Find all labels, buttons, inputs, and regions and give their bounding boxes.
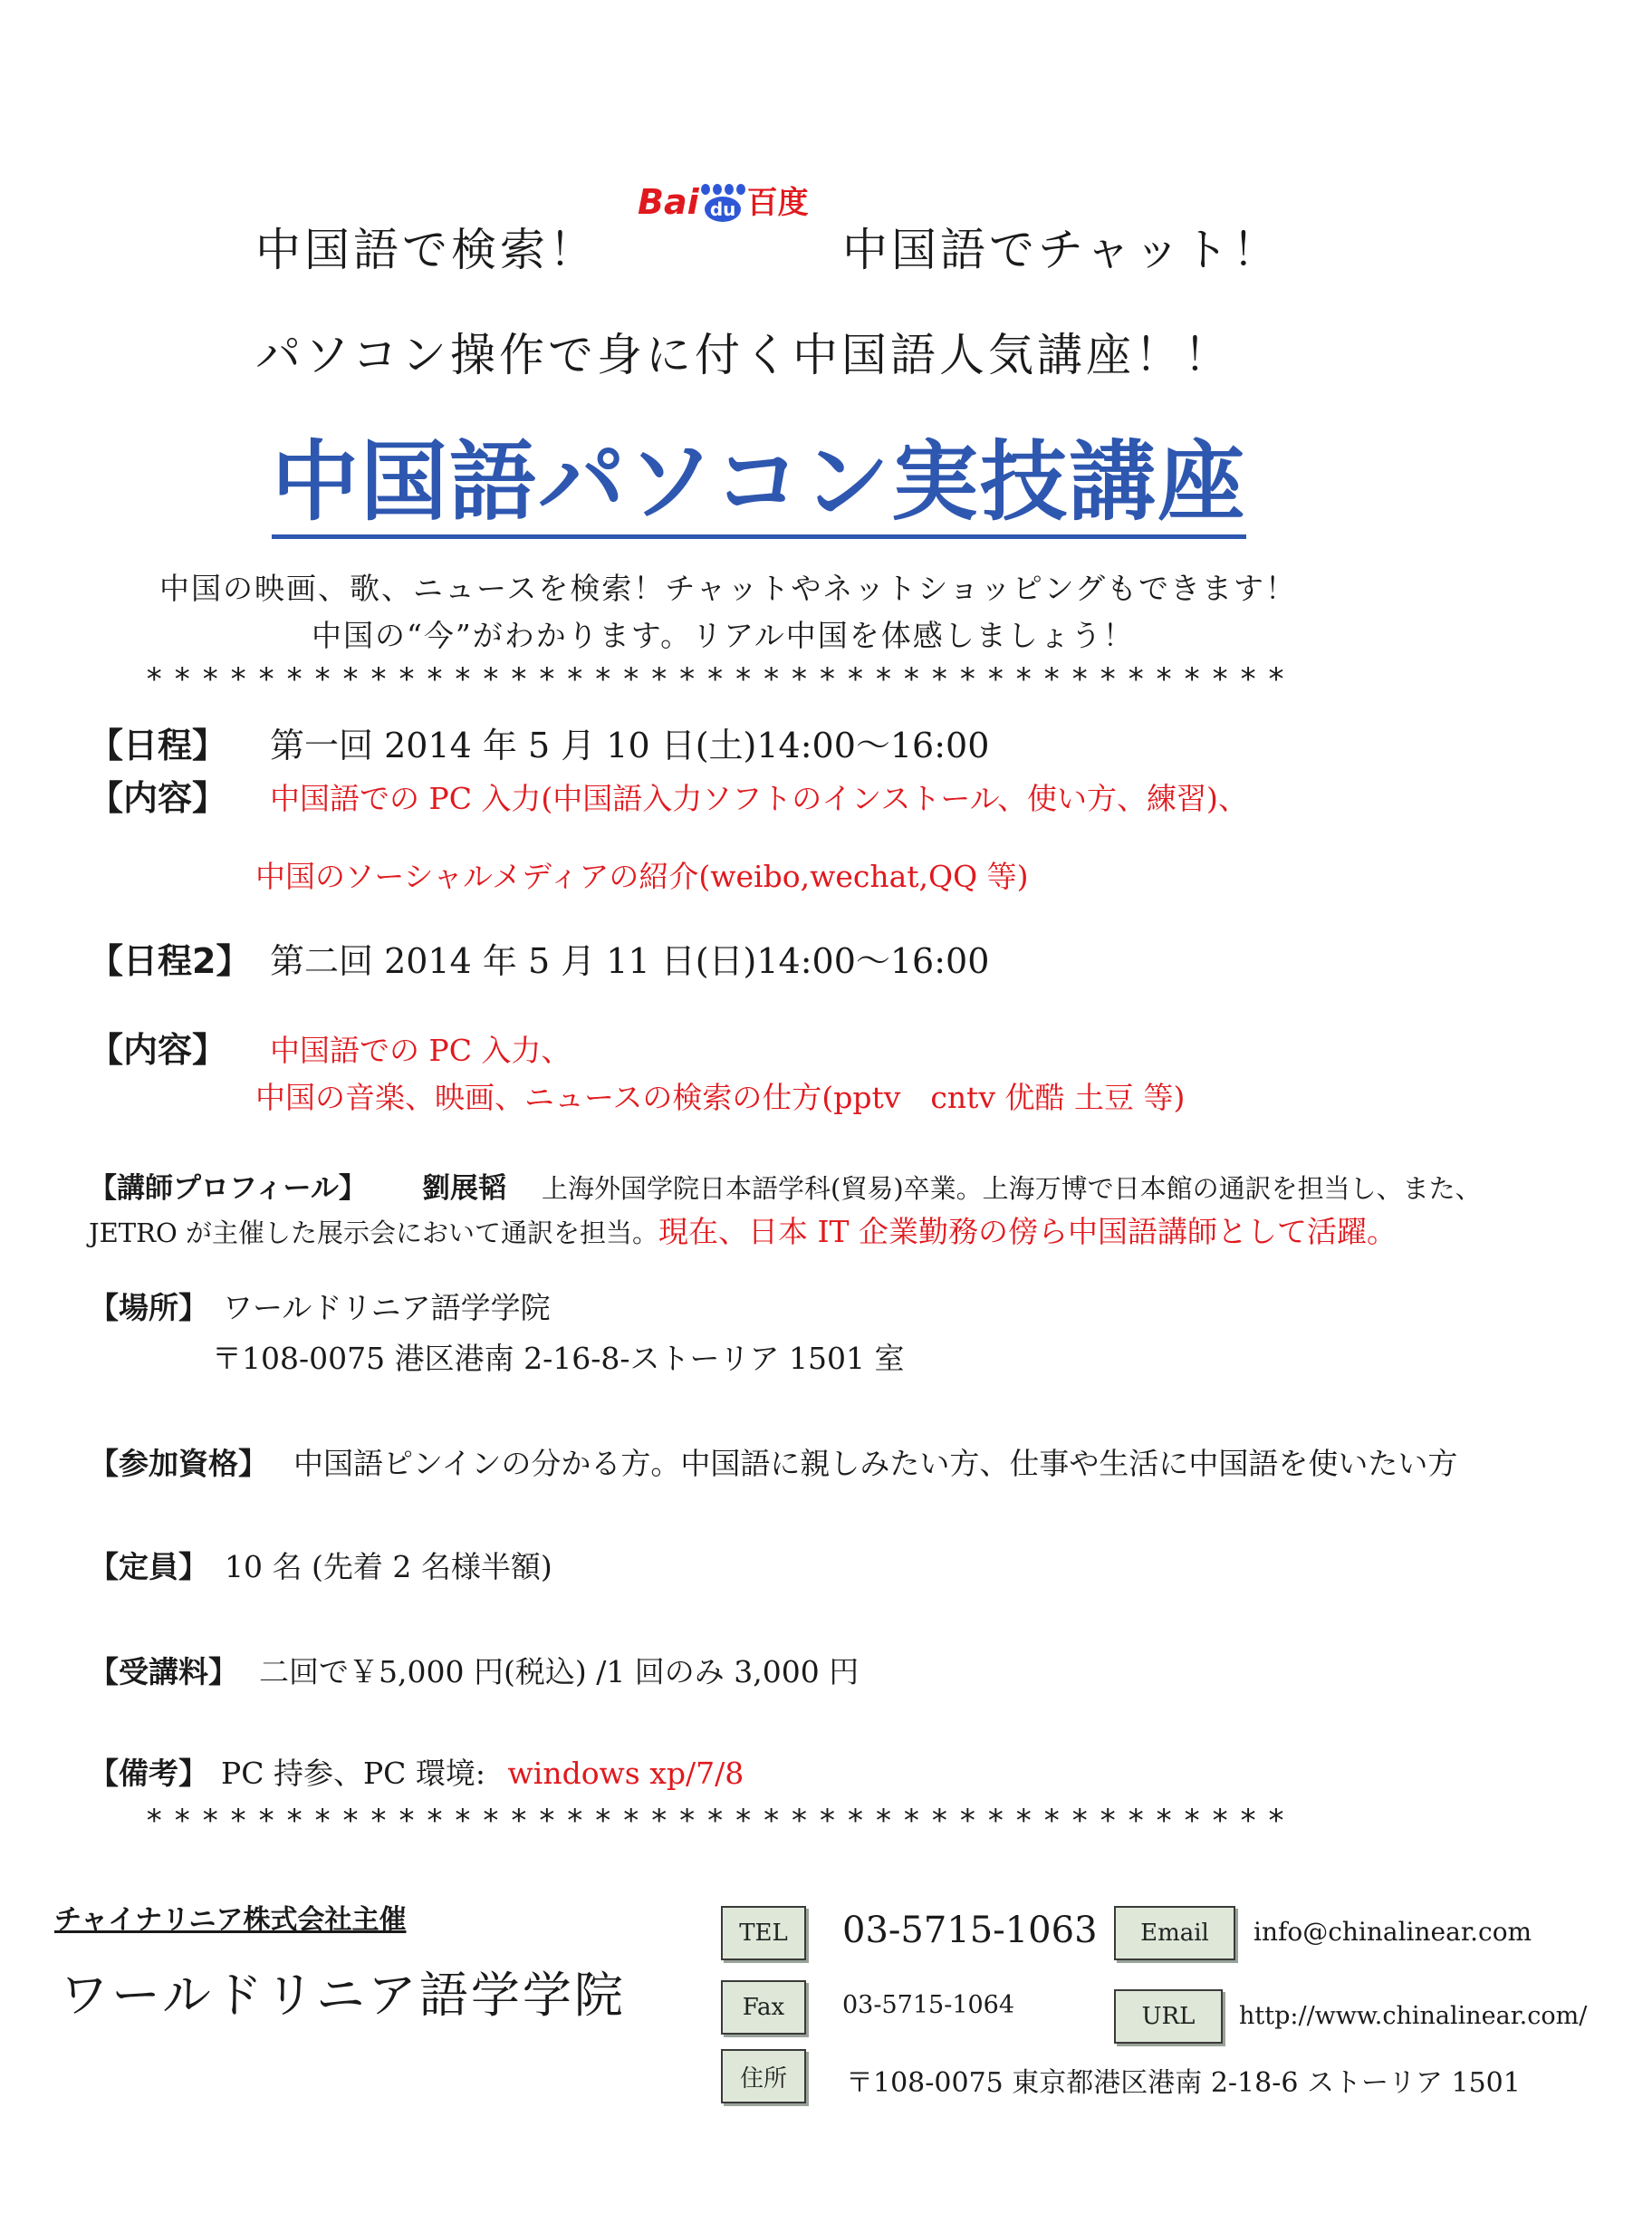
divider-stars-bottom: *****************************************: [145, 1803, 1295, 1839]
instructor-bio-1: 上海外国学院日本語学科(貿易)卒業。上海万博で日本館の通訳を担当し、また、: [542, 1173, 1482, 1204]
notes-label: 【備考】: [89, 1756, 208, 1791]
baidu-logo: [638, 178, 809, 222]
schedule1-label: 【日程】: [89, 726, 227, 765]
fee-value: 二回で￥5,000 円(税込) /1 回のみ 3,000 円: [259, 1654, 860, 1689]
footer-school-name: ワールドリニア語学学院: [60, 1967, 626, 2024]
baidu-logo-cn: 百度: [746, 185, 809, 221]
url-link[interactable]: http://www.chinalinear.com/: [1239, 2002, 1588, 2030]
fee-label: 【受講料】: [89, 1654, 238, 1689]
instructor-bio-2-red: 現在、日本 IT 企業勤務の傍ら中国語講師として活躍。: [658, 1214, 1397, 1249]
fax-label-box: Fax: [721, 1980, 806, 2035]
venue-label: 【場所】: [89, 1290, 208, 1325]
schedule1-content-2: 中国のソーシャルメディアの紹介(weibo,wechat,QQ 等): [255, 859, 1029, 894]
baidu-logo-latin: Bai: [638, 182, 699, 222]
schedule1-value: 第一回 2014 年 5 月 10 日(土)14:00～16:00: [270, 726, 990, 765]
address-label-box: 住所: [721, 2049, 806, 2103]
baidu-logo-paw-text: du: [705, 197, 741, 222]
fax-number: 03-5715-1064: [842, 1991, 1015, 2019]
schedule1-content-label: 【内容】: [89, 778, 227, 818]
capacity-value: 10 名 (先着 2 名様半額): [225, 1549, 552, 1584]
intro-line-1: 中国の映画、歌、ニュースを検索！チャットやネットショッピングもできます！: [159, 571, 1298, 606]
tel-number: 03-5715-1063: [842, 1910, 1098, 1951]
paw-icon: [701, 184, 745, 222]
schedule2-content-label: 【内容】: [89, 1030, 227, 1070]
capacity-label: 【定員】: [89, 1549, 208, 1584]
instructor-name: 劉展韬: [422, 1172, 506, 1205]
instructor-bio-2-line: [89, 1208, 1397, 1251]
divider-stars-top: *****************************************: [145, 661, 1295, 698]
venue-address: 〒108-0075 港区港南 2-16-8-ストーリア 1501 室: [212, 1341, 905, 1376]
instructor-bio-2: JETRO が主催した展示会において通訳を担当。: [89, 1217, 658, 1248]
schedule2-content-2: 中国の音楽、映画、ニュースの検索の仕方(pptv cntv 优酷 土豆 等): [255, 1080, 1186, 1115]
organizer: チャイナリニア株式会社主催: [54, 1904, 407, 1936]
notes-value: PC 持参、PC 環境:: [221, 1756, 486, 1791]
schedule2-label: 【日程2】: [89, 941, 251, 981]
venue-name: ワールドリニア語学学院: [223, 1290, 551, 1325]
schedule2-content-1: 中国語での PC 入力、: [270, 1033, 571, 1068]
notes-os: windows xp/7/8: [507, 1756, 744, 1791]
schedule1-content-1: 中国語での PC 入力(中国語入力ソフトのインストール、使い方、練習)、: [270, 781, 1248, 816]
schedule2-value: 第二回 2014 年 5 月 11 日(日)14:00～16:00: [270, 941, 990, 981]
email-link[interactable]: info@chinalinear.com: [1253, 1917, 1532, 1947]
page-title: 中国語パソコン実技講座: [272, 431, 1246, 539]
headline-search: 中国語で検索！: [255, 224, 598, 276]
footer-address: 〒108-0075 東京都港区港南 2-18-6 ストーリア 1501: [846, 2067, 1521, 2099]
notes-line: [221, 1750, 744, 1793]
email-label-box: Email: [1114, 1906, 1235, 1960]
eligibility-label: 【参加資格】: [89, 1446, 268, 1481]
intro-line-2: 中国の“今”がわかります。リアル中国を体感しましょう！: [312, 618, 1135, 653]
headline-course: パソコン操作で身に付く中国語人気講座！！: [255, 329, 1233, 381]
url-label-box: URL: [1114, 1989, 1223, 2044]
eligibility-value: 中国語ピンインの分かる方。中国語に親しみたい方、仕事や生活に中国語を使いたい方: [293, 1446, 1458, 1481]
headline-chat: 中国語でチャット！: [842, 224, 1282, 276]
tel-label-box: TEL: [721, 1906, 806, 1960]
instructor-label: 【講師プロフィール】: [89, 1172, 367, 1205]
